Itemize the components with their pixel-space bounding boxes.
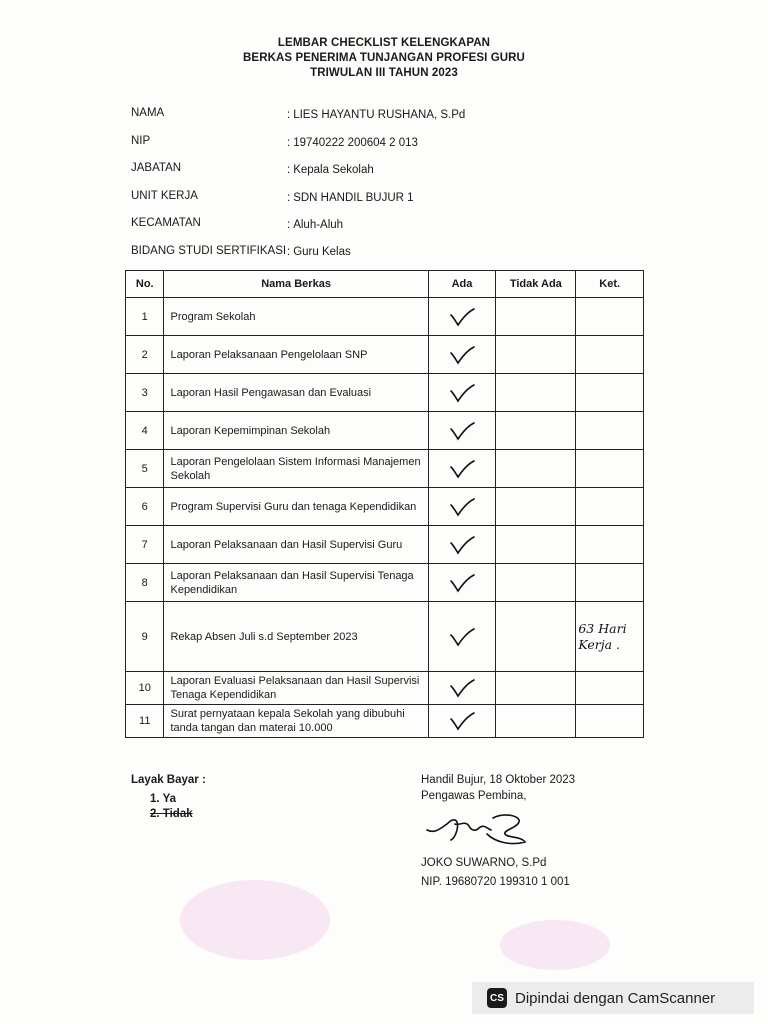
doc-title-line-2: BERKAS PENERIMA TUNJANGAN PROFESI GURU (243, 52, 525, 64)
row-number: 7 (126, 526, 164, 564)
camscanner-logo-icon: CS (487, 988, 507, 1008)
checklist-table (125, 270, 644, 738)
table-row (126, 450, 644, 488)
ket-cell (576, 672, 644, 705)
table-row (126, 705, 644, 738)
checkmark-icon (447, 382, 477, 404)
berkas-name: Surat pernyataan kepala Sekolah yang dibubuhi tanda tangan dan materai 10.000 (164, 705, 428, 738)
berkas-name: Program Supervisi Guru dan tenaga Kependidikan (164, 488, 428, 526)
table-row (126, 672, 644, 705)
unit-kerja-value: : SDN HANDIL BUJUR 1 (287, 192, 414, 204)
paper-smudge (180, 880, 330, 960)
checkmark-icon (447, 710, 477, 732)
checkmark-icon (447, 677, 477, 699)
ada-cell (428, 336, 496, 374)
row-number: 1 (126, 298, 164, 336)
doc-title-line-1: LEMBAR CHECKLIST KELENGKAPAN (277, 37, 491, 49)
ada-cell (428, 526, 496, 564)
col-header-nama-berkas: Nama Berkas (164, 271, 428, 298)
berkas-name: Laporan Pelaksanaan dan Hasil Supervisi Tenaga Kependidikan (164, 564, 428, 602)
row-number: 2 (126, 336, 164, 374)
layak-bayar-option-tidak: 2. Tidak (150, 808, 193, 820)
tidak-ada-cell (496, 602, 576, 672)
ada-cell (428, 298, 496, 336)
camscanner-badge (472, 982, 754, 1014)
table-row (126, 602, 644, 672)
checkmark-icon (447, 458, 477, 480)
unit-kerja-label: UNIT KERJA (131, 190, 198, 202)
berkas-name: Program Sekolah (164, 298, 428, 336)
tidak-ada-cell (496, 705, 576, 738)
ket-cell (576, 450, 644, 488)
nip-label: NIP (131, 135, 151, 147)
tidak-ada-cell (496, 336, 576, 374)
table-row (126, 488, 644, 526)
row-number: 4 (126, 412, 164, 450)
tidak-ada-cell (496, 374, 576, 412)
tidak-ada-cell (496, 526, 576, 564)
berkas-name: Laporan Evaluasi Pelaksanaan dan Hasil Supervisi Tenaga Kependidikan (164, 672, 428, 705)
nama-value: : LIES HAYANTU RUSHANA, S.Pd (287, 109, 466, 121)
checkmark-icon (447, 306, 477, 328)
ada-cell (428, 450, 496, 488)
table-row (126, 374, 644, 412)
camscanner-text: Dipindai dengan CamScanner (515, 989, 716, 1007)
layak-bayar-title: Layak Bayar : (131, 774, 206, 786)
row-number: 6 (126, 488, 164, 526)
berkas-name: Laporan Hasil Pengawasan dan Evaluasi (164, 374, 428, 412)
ket-cell (576, 488, 644, 526)
ada-cell (428, 564, 496, 602)
checkmark-icon (447, 496, 477, 518)
signature-place-date: Handil Bujur, 18 Oktober 2023 (421, 774, 576, 786)
ket-cell (576, 412, 644, 450)
kecamatan-label: KECAMATAN (131, 217, 201, 229)
table-row (126, 412, 644, 450)
berkas-name: Laporan Pelaksanaan dan Hasil Supervisi Guru (164, 526, 428, 564)
signature-name: JOKO SUWARNO, S.Pd (421, 857, 547, 869)
ket-cell (576, 336, 644, 374)
tidak-ada-cell (496, 488, 576, 526)
table-row (126, 564, 644, 602)
tidak-ada-cell (496, 672, 576, 705)
tidak-ada-cell (496, 298, 576, 336)
row-number: 11 (126, 705, 164, 738)
row-number: 8 (126, 564, 164, 602)
ket-cell (576, 526, 644, 564)
kecamatan-value: : Aluh-Aluh (287, 219, 344, 231)
berkas-name: Laporan Pelaksanaan Pengelolaan SNP (164, 336, 428, 374)
signature-nip: NIP. 19680720 199310 1 001 (421, 876, 570, 888)
ket-handwritten-note: 63 Hari Kerja . (578, 620, 627, 652)
ket-cell (576, 298, 644, 336)
tidak-ada-cell (496, 564, 576, 602)
col-header-no: No. (126, 271, 164, 298)
ket-cell (576, 705, 644, 738)
ada-cell (428, 705, 496, 738)
checkmark-icon (447, 572, 477, 594)
table-row (126, 526, 644, 564)
berkas-name: Laporan Pengelolaan Sistem Informasi Manajemen Sekolah (164, 450, 428, 488)
berkas-name: Rekap Absen Juli s.d September 2023 (164, 602, 428, 672)
col-header-tidak-ada: Tidak Ada (496, 271, 576, 298)
checkmark-icon (447, 626, 477, 648)
col-header-ada: Ada (428, 271, 496, 298)
layak-bayar-option-ya: 1. Ya (150, 793, 177, 805)
checkmark-icon (447, 534, 477, 556)
bidang-studi-value: : Guru Kelas (287, 246, 351, 258)
ada-cell (428, 602, 496, 672)
col-header-ket: Ket. (576, 271, 644, 298)
signature-role: Pengawas Pembina, (421, 790, 527, 802)
checkmark-icon (447, 420, 477, 442)
ada-cell (428, 488, 496, 526)
paper-smudge (500, 920, 610, 970)
ada-cell (428, 672, 496, 705)
tidak-ada-cell (496, 412, 576, 450)
table-row (126, 336, 644, 374)
table-header-row (126, 271, 644, 298)
nama-label: NAMA (131, 107, 165, 119)
checkmark-icon (447, 344, 477, 366)
row-number: 9 (126, 602, 164, 672)
ada-cell (428, 412, 496, 450)
ket-cell (576, 564, 644, 602)
handwritten-signature (421, 808, 531, 848)
jabatan-label: JABATAN (131, 162, 182, 174)
jabatan-value: : Kepala Sekolah (287, 164, 374, 176)
nip-value: : 19740222 200604 2 013 (287, 137, 418, 149)
ada-cell (428, 374, 496, 412)
ket-cell (576, 602, 644, 672)
tidak-ada-cell (496, 450, 576, 488)
row-number: 5 (126, 450, 164, 488)
row-number: 3 (126, 374, 164, 412)
table-row (126, 298, 644, 336)
bidang-studi-label: BIDANG STUDI SERTIFIKASI (131, 245, 287, 257)
ket-cell (576, 374, 644, 412)
doc-title-line-3: TRIWULAN III TAHUN 2023 (310, 67, 458, 79)
row-number: 10 (126, 672, 164, 705)
berkas-name: Laporan Kepemimpinan Sekolah (164, 412, 428, 450)
